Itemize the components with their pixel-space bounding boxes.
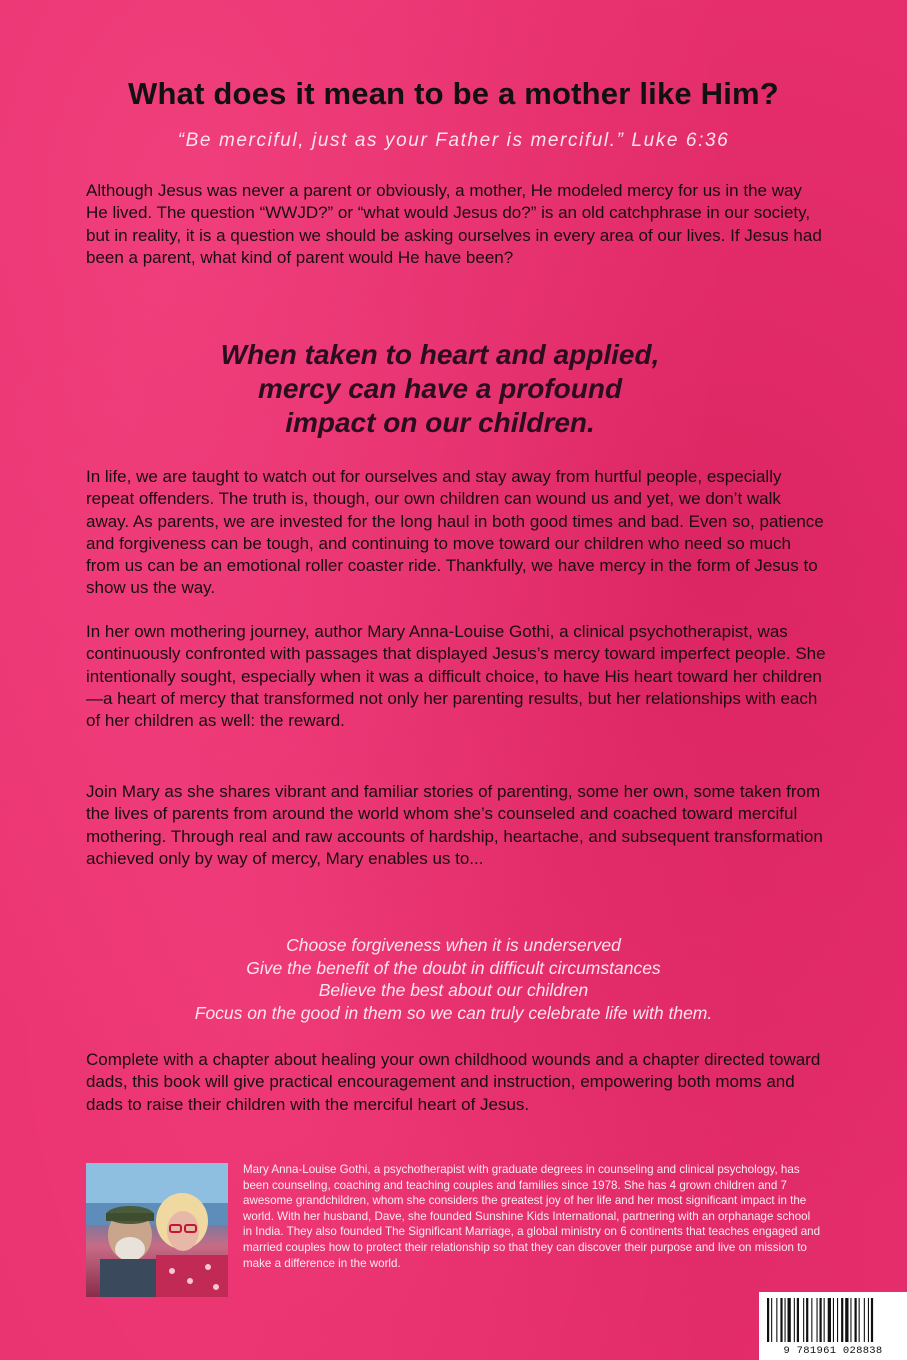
body-paragraph: In life, we are taught to watch out for ourselves and stay away from hurtful people, especially repeat offenders. The truth is, though, our own children can wound us and yet, we don’t walk away. As parents, we are invested for the long haul in both good times and bad. Even so, patience and forgiveness can be tough, and continuing to move toward our children who need so much from us can be an emotional roller coaster ride. Thankfully, we have mercy in the form of Jesus to show us the way. (86, 467, 824, 598)
pull-quote (0, 338, 880, 440)
list-item: Choose forgiveness when it is underserved (286, 935, 621, 955)
author-photo-illustration (86, 1163, 228, 1297)
barcode-bars (759, 1292, 907, 1344)
body-paragraph: In her own mothering journey, author Mary Anna-Louise Gothi, a clinical psychotherapist, was continuously confronted with passages that displayed Jesus’s mercy toward imperfect people. She intentionally sought, especially when it was a difficult choice, to have His heart toward her children—a heart of mercy that transformed not only her parenting results, but her relationships with each of her children as well: the reward. (86, 622, 826, 731)
page-title: What does it mean to be a mother like Him? (128, 76, 779, 111)
list-item: Focus on the good in them so we can truly celebrate life with them. (194, 1002, 713, 1023)
author-photo (86, 1163, 228, 1297)
isbn-barcode (759, 1292, 907, 1360)
pull-quote-line: impact on our children. (285, 407, 595, 438)
pull-quote-line: mercy can have a profound (257, 373, 623, 404)
closing-paragraph: Complete with a chapter about healing your own childhood wounds and a chapter directed toward dads, this book will give practical encouragement and instruction, empowering both moms and dads to raise their children with the merciful heart of Jesus. (86, 1050, 821, 1114)
benefits-list (0, 934, 907, 1024)
pull-quote-line: When taken to heart and applied, (220, 339, 660, 370)
scripture-quote: “Be merciful, just as your Father is merciful.” Luke 6:36 (177, 130, 730, 151)
author-bio: Mary Anna-Louise Gothi, a psychotherapist with graduate degrees in counseling and clinical psychology, has been counseling, coaching and teaching couples and families since 1978. She has 4 grown children and 7 awesome grandchildren, whom she considers the greatest joy of her life and her most significant impact in the world. With her husband, Dave, she founded Sunshine Kids International, partnering with an orphanage school in India. They also founded The Significant Marriage, a global ministry on 6 continents that teaches engaged and married couples how to protect their relationship so that they can discover their purpose and live on mission to make a difference in the world. (243, 1163, 821, 1270)
isbn-number: 9 781961 028838 (783, 1345, 883, 1357)
list-item: Believe the best about our children (318, 980, 589, 1001)
list-item: Give the benefit of the doubt in difficult circumstances (246, 957, 661, 978)
intro-paragraph: Although Jesus was never a parent or obviously, a mother, He modeled mercy for us in the way He lived. The question “WWJD?” or “what would Jesus do?” is an old catchphrase in our society, but in reality, it is a question we should be asking ourselves in every area of our lives. If Jesus had been a parent, what kind of parent would He have been? (86, 181, 822, 267)
body-paragraph: Join Mary as she shares vibrant and familiar stories of parenting, some her own, some taken from the lives of parents from around the world whom she’s counseled and coached toward merciful mothering. Through real and raw accounts of hardship, heartache, and subsequent transformation achieved only by way of mercy, Mary enables us to... (86, 782, 823, 868)
